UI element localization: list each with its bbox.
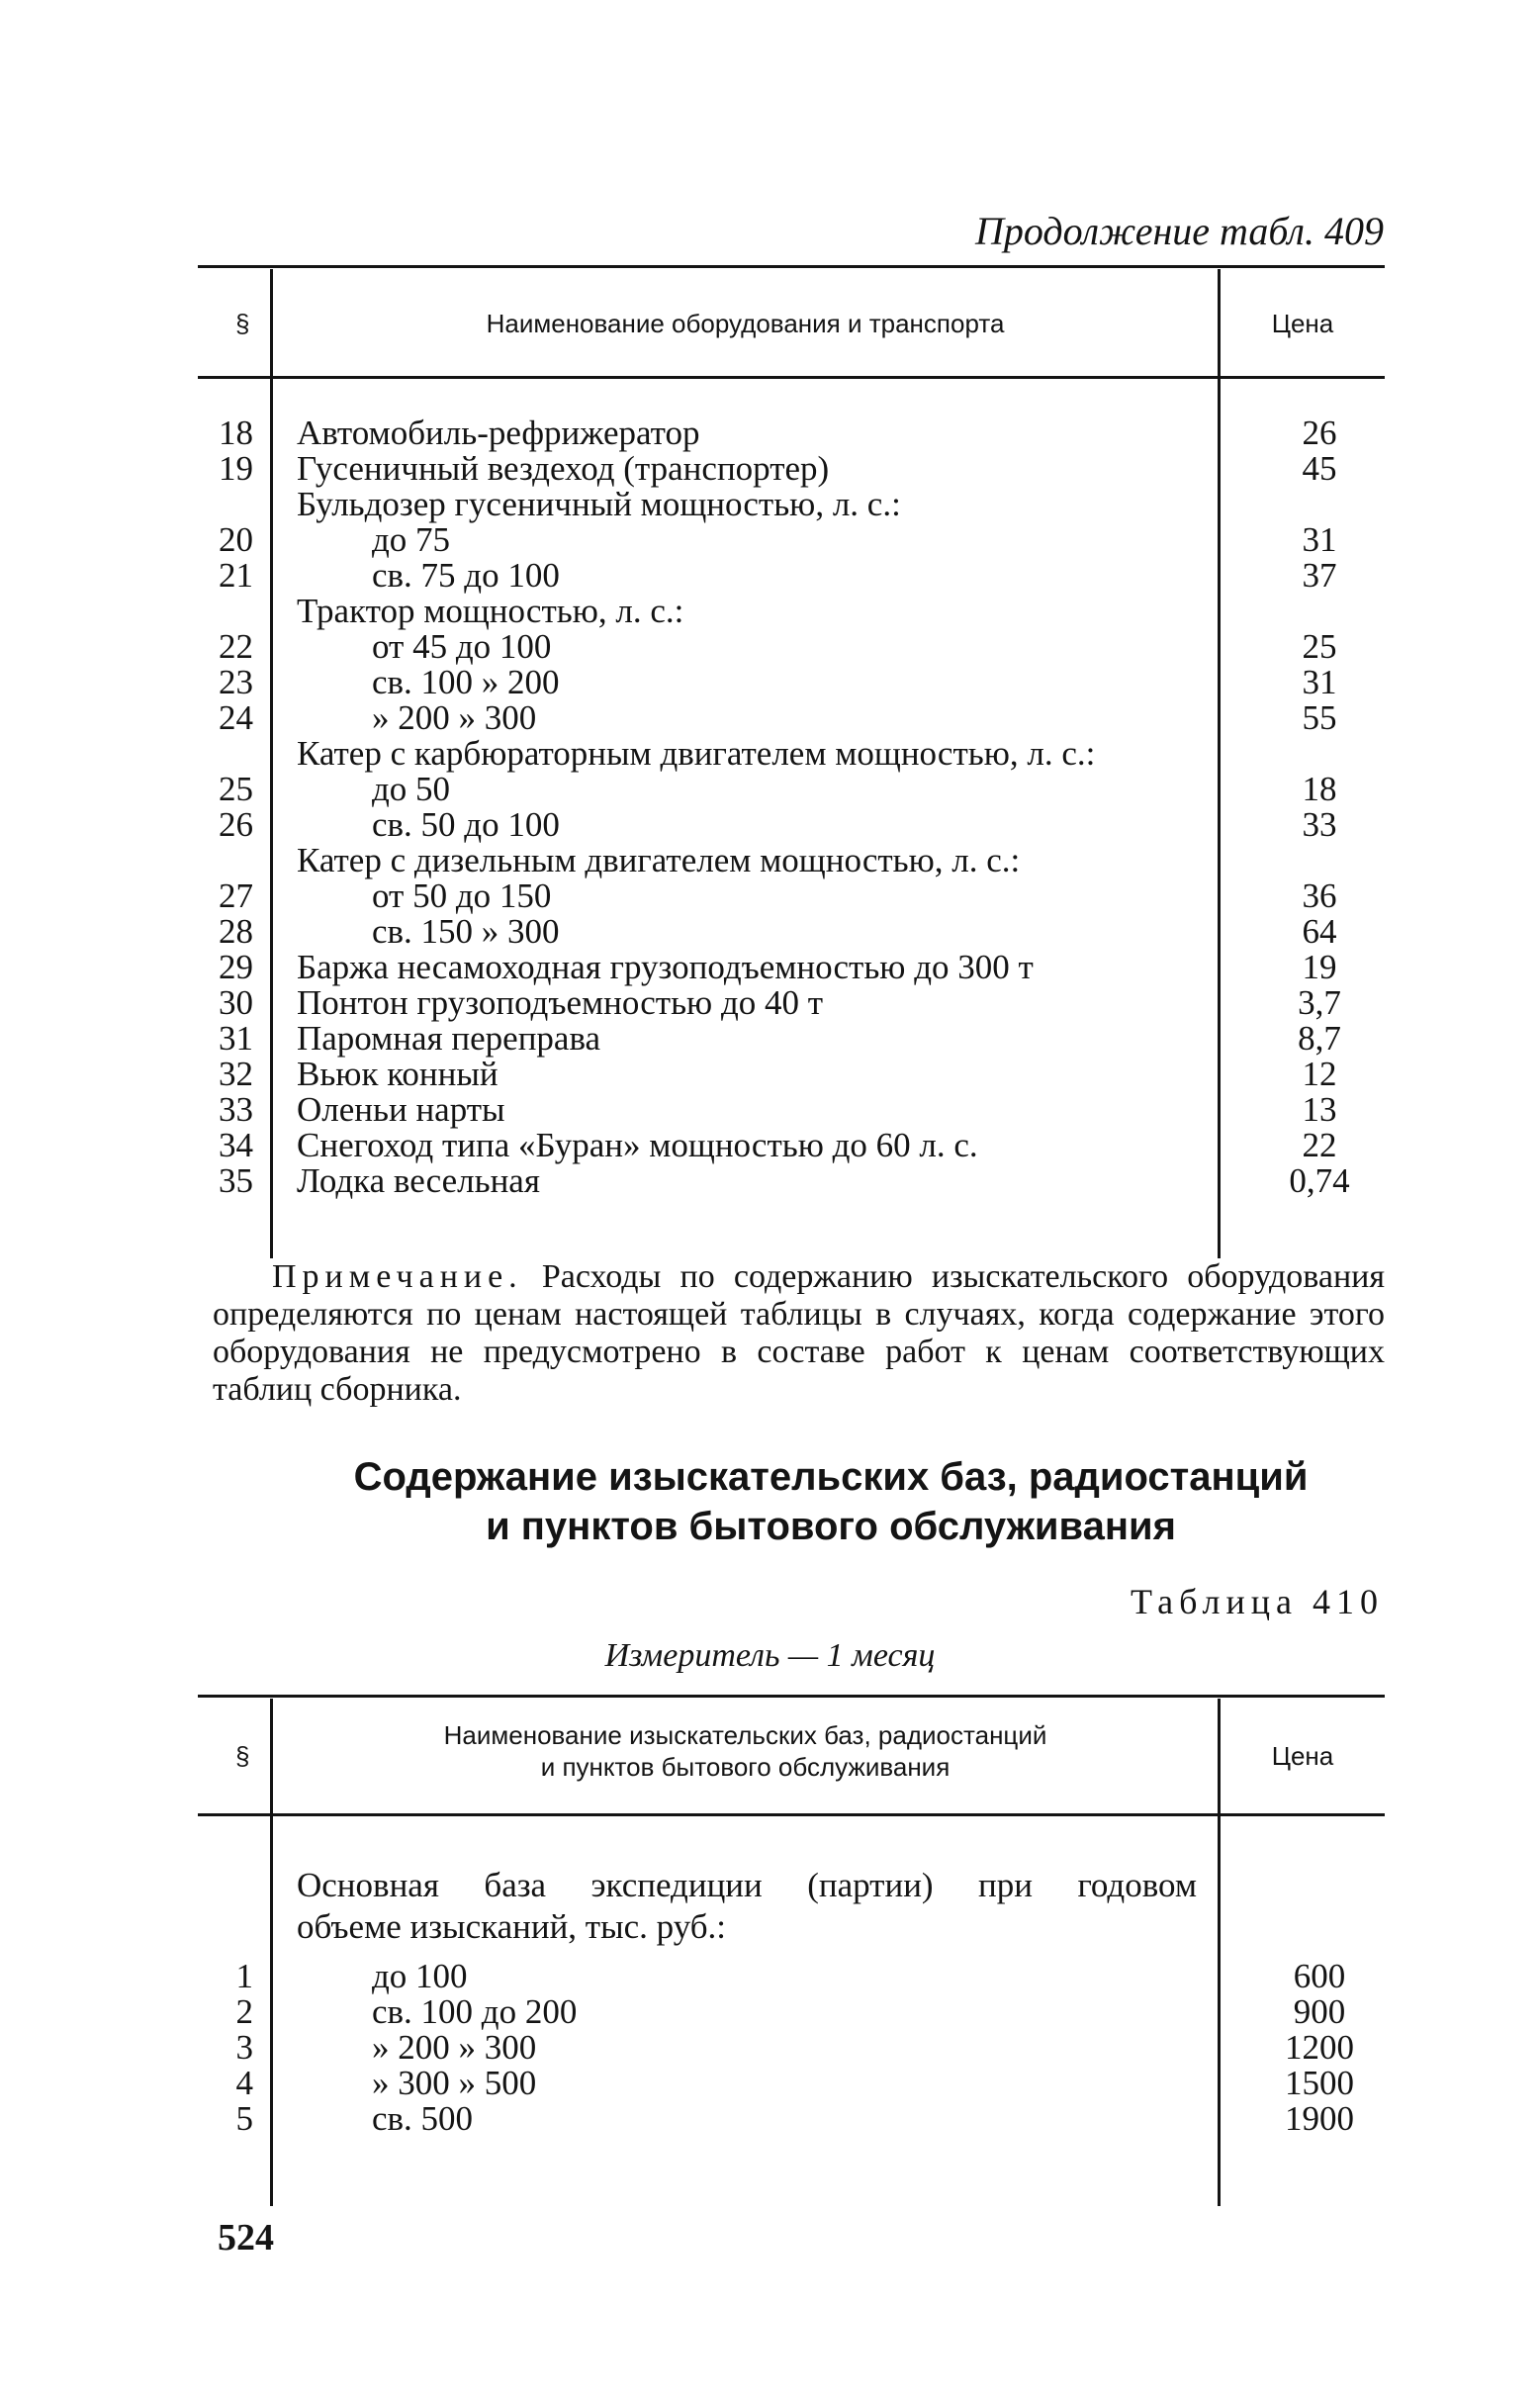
row-name: св. 50 до 100 xyxy=(372,805,560,844)
table-row xyxy=(198,1057,1385,1092)
table-row xyxy=(198,629,1385,665)
row-number: 24 xyxy=(219,698,253,737)
table-row xyxy=(198,594,1385,629)
row-price: 45 xyxy=(1302,449,1337,488)
row-name: Трактор мощностью, л. с.: xyxy=(297,592,684,630)
row-price: 600 xyxy=(1293,1957,1346,1995)
row-price: 8,7 xyxy=(1298,1019,1341,1058)
table-row xyxy=(198,451,1385,487)
table-410-group-line-2: объеме изысканий, тыс. руб.: xyxy=(297,1907,727,1946)
row-number: 19 xyxy=(219,449,253,488)
row-name: Снегоход типа «Буран» мощностью до 60 л. с. xyxy=(297,1126,978,1164)
row-price: 3,7 xyxy=(1298,983,1341,1022)
row-name: от 50 до 150 xyxy=(372,876,552,915)
table-410-header-rule xyxy=(198,1813,1385,1816)
row-price: 31 xyxy=(1302,520,1337,559)
table-row xyxy=(198,985,1385,1021)
page-number: 524 xyxy=(218,2217,274,2259)
row-name: Лодка весельная xyxy=(297,1161,540,1200)
row-number: 29 xyxy=(219,948,253,986)
row-price: 31 xyxy=(1302,663,1337,701)
row-name: Вьюк конный xyxy=(297,1055,498,1093)
row-price: 1900 xyxy=(1285,2099,1354,2138)
table-row xyxy=(198,2066,1385,2101)
row-name: до 50 xyxy=(372,770,451,808)
note-text: Расходы по содержанию изыскательского оборудования определяются по ценам настоящей таблицы в случаях, когда содержание этого оборудования не предусмотрено в составе работ к ценам соответствующих таблиц сборника. xyxy=(213,1258,1385,1408)
row-number: 26 xyxy=(219,805,253,844)
table-410-group-heading xyxy=(297,1865,1197,1948)
row-price: 25 xyxy=(1302,627,1337,666)
row-price: 1200 xyxy=(1285,2028,1354,2067)
row-name: Катер с карбюраторным двигателем мощностью, л. с.: xyxy=(297,734,1096,773)
section-title-line-2: и пунктов бытового обслуживания xyxy=(486,1505,1176,1548)
row-price: 55 xyxy=(1302,698,1337,737)
table-row xyxy=(198,807,1385,843)
table-410-measure: Измеритель — 1 месяц xyxy=(604,1637,936,1674)
row-number: 31 xyxy=(219,1019,253,1058)
row-name: Автомобиль-рефрижератор xyxy=(297,414,700,452)
row-name: Паромная переправа xyxy=(297,1019,601,1058)
row-number: 34 xyxy=(219,1126,253,1164)
table-row xyxy=(198,558,1385,594)
row-name: св. 75 до 100 xyxy=(372,556,560,595)
table-row xyxy=(198,736,1385,772)
table-row xyxy=(198,950,1385,985)
row-name: Баржа несамоходная грузоподъемностью до 300 т xyxy=(297,948,1034,986)
row-name: до 75 xyxy=(372,520,451,559)
row-number: 20 xyxy=(219,520,253,559)
table-row xyxy=(198,1994,1385,2030)
row-name: до 100 xyxy=(372,1957,468,1995)
row-number: 4 xyxy=(235,2064,253,2102)
row-number: 23 xyxy=(219,663,253,701)
table-row xyxy=(198,665,1385,700)
row-price: 26 xyxy=(1302,414,1337,452)
row-number: 22 xyxy=(219,627,253,666)
table-row xyxy=(198,2030,1385,2066)
section-title xyxy=(198,1452,1464,1551)
table-row xyxy=(198,772,1385,807)
row-number: 2 xyxy=(235,1992,253,2031)
table-409-top-rule xyxy=(198,265,1385,268)
table-row xyxy=(198,522,1385,558)
row-name: св. 100 до 200 xyxy=(372,1992,578,2031)
row-price: 36 xyxy=(1302,876,1337,915)
note-label: Примечание. xyxy=(272,1258,523,1295)
section-title-line-1: Содержание изыскательских баз, радиостанций xyxy=(353,1455,1309,1499)
row-number: 18 xyxy=(219,414,253,452)
row-price: 13 xyxy=(1302,1090,1337,1129)
table-row xyxy=(198,700,1385,736)
table-410-group-line-1: Основная база экспедиции (партии) при годовом xyxy=(297,1866,1197,1904)
table-row xyxy=(198,1163,1385,1199)
row-number: 25 xyxy=(219,770,253,808)
table-row xyxy=(198,415,1385,451)
row-number: 30 xyxy=(219,983,253,1022)
row-number: 35 xyxy=(219,1161,253,1200)
table-row xyxy=(198,1959,1385,1994)
row-price: 900 xyxy=(1293,1992,1346,2031)
row-price: 64 xyxy=(1302,912,1337,951)
table-410-label: Таблица 410 xyxy=(1131,1582,1384,1621)
note xyxy=(213,1258,1385,1409)
table-409-header-name: Наименование оборудования и транспорта xyxy=(486,309,1005,338)
continuation-label: Продолжение табл. 409 xyxy=(974,209,1384,253)
table-409-header-rule xyxy=(198,376,1385,379)
row-price: 22 xyxy=(1302,1126,1337,1164)
row-name: Катер с дизельным двигателем мощностью, л. с.: xyxy=(297,841,1021,879)
row-price: 33 xyxy=(1302,805,1337,844)
table-409-header-num: § xyxy=(235,309,250,338)
table-row xyxy=(198,1128,1385,1163)
table-row xyxy=(198,914,1385,950)
row-price: 1500 xyxy=(1285,2064,1354,2102)
row-name: » 200 » 300 xyxy=(372,698,537,737)
row-name: Понтон грузоподъемностью до 40 т xyxy=(297,983,824,1022)
table-410-header-name xyxy=(273,1719,1218,1783)
table-410-top-rule xyxy=(198,1695,1385,1698)
row-number: 33 xyxy=(219,1090,253,1129)
table-409-header-price: Цена xyxy=(1271,309,1334,338)
row-price: 12 xyxy=(1302,1055,1337,1093)
table-row xyxy=(198,1021,1385,1057)
row-name: от 45 до 100 xyxy=(372,627,552,666)
row-name: Гусеничный вездеход (транспортер) xyxy=(297,449,830,488)
row-price: 19 xyxy=(1302,948,1337,986)
table-row xyxy=(198,487,1385,522)
row-price: 0,74 xyxy=(1289,1161,1350,1200)
row-name: » 200 » 300 xyxy=(372,2028,537,2067)
table-410-header-name-line-2: и пунктов бытового обслуживания xyxy=(540,1752,951,1782)
row-number: 1 xyxy=(235,1957,253,1995)
row-name: » 300 » 500 xyxy=(372,2064,537,2102)
row-number: 21 xyxy=(219,556,253,595)
row-price: 37 xyxy=(1302,556,1337,595)
table-410-header-name-line-1: Наименование изыскательских баз, радиостанций xyxy=(443,1720,1047,1750)
table-410-header-price: Цена xyxy=(1271,1741,1334,1771)
table-410-header-num: § xyxy=(235,1741,250,1771)
row-number: 32 xyxy=(219,1055,253,1093)
table-row xyxy=(198,1092,1385,1128)
row-number: 3 xyxy=(235,2028,253,2067)
row-number: 28 xyxy=(219,912,253,951)
row-name: св. 500 xyxy=(372,2099,474,2138)
row-name: Бульдозер гусеничный мощностью, л. с.: xyxy=(297,485,901,523)
row-name: св. 150 » 300 xyxy=(372,912,560,951)
table-row xyxy=(198,843,1385,878)
row-number: 27 xyxy=(219,876,253,915)
row-price: 18 xyxy=(1302,770,1337,808)
table-row xyxy=(198,878,1385,914)
row-name: Оленьи нарты xyxy=(297,1090,505,1129)
row-number: 5 xyxy=(235,2099,253,2138)
row-name: св. 100 » 200 xyxy=(372,663,560,701)
table-row xyxy=(198,2101,1385,2137)
